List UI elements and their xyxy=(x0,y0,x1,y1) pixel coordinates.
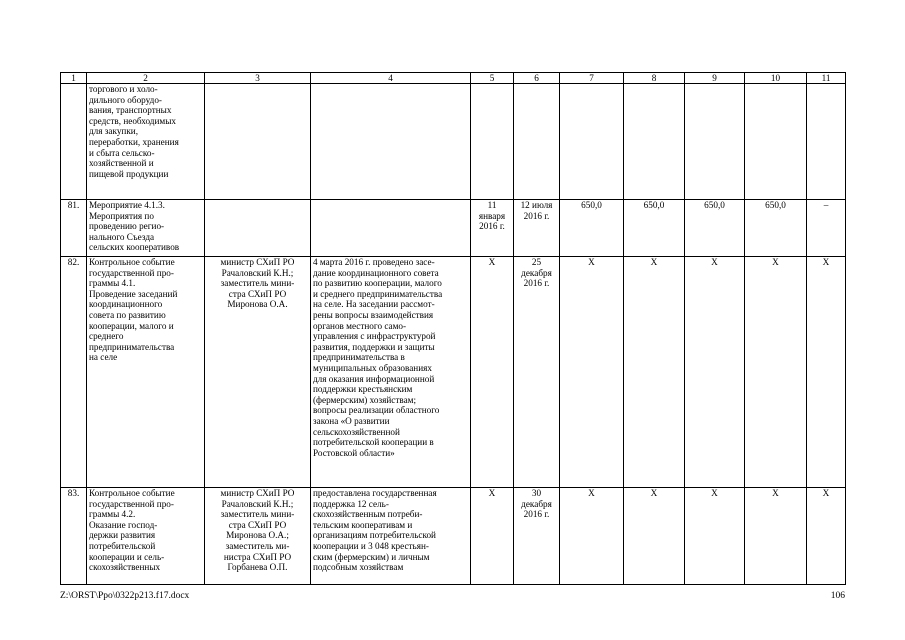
cell-11: X xyxy=(807,257,846,488)
end-date: 12 июля 2016 г. xyxy=(514,200,560,257)
row-number: 81. xyxy=(61,200,87,257)
header-cell: 10 xyxy=(745,73,807,84)
cell-9: X xyxy=(685,257,745,488)
cell-11: – xyxy=(807,200,846,257)
cell-11 xyxy=(807,84,846,200)
header-cell: 7 xyxy=(560,73,624,84)
header-cell: 8 xyxy=(624,73,685,84)
start-date: X xyxy=(471,488,514,585)
start-date: X xyxy=(471,257,514,488)
cell-7: X xyxy=(560,257,624,488)
cell-10: X xyxy=(745,488,807,585)
header-cell: 11 xyxy=(807,73,846,84)
responsible xyxy=(205,200,311,257)
cell-7: X xyxy=(560,488,624,585)
cell-9: 650,0 xyxy=(685,200,745,257)
row-number xyxy=(61,84,87,200)
page-number: 106 xyxy=(830,591,845,601)
cell-8: X xyxy=(624,488,685,585)
cell-10: 650,0 xyxy=(745,200,807,257)
result: 4 марта 2016 г. проведено засе- дание координационного совета по развитию кооперации, малого и среднего предпринимательства на селе. На заседании рассмот- рены вопросы взаимодействия органов местного само- управления с инфраструктурой развития, поддержки и защиты предпринимательства в муниципальных образованиях для оказания информационной поддержки крестьянским (фермерским) хозяйствам; вопросы реализации областного закона «О развитии сельскохозяйственной потребительской кооперации в Ростовской области» xyxy=(311,257,471,488)
event-name: торгового и холо- дильного оборудо- вания, транспортных средств, необходимых для закупки, переработки, хранения и сбыта сельско- хозяйственной и пищевой продукции xyxy=(87,84,205,200)
footer-file-path: Z:\ORST\Ppo\0322p213.f17.docx xyxy=(60,591,190,601)
result xyxy=(311,200,471,257)
header-cell: 2 xyxy=(87,73,205,84)
header-cell: 1 xyxy=(61,73,87,84)
header-cell: 3 xyxy=(205,73,311,84)
cell-8: 650,0 xyxy=(624,200,685,257)
cell-11: X xyxy=(807,488,846,585)
header-cell: 5 xyxy=(471,73,514,84)
table-row xyxy=(61,257,846,488)
end-date: 30 декабря 2016 г. xyxy=(514,488,560,585)
event-name: Мероприятие 4.1.3. Мероприятия по проведению регио- нального Съезда сельских кооперативов xyxy=(87,200,205,257)
cell-8 xyxy=(624,84,685,200)
result: предоставлена государственная поддержка 12 сель- скохозяйственным потреби- тельским кооперативам и организациям потребительской кооперации и 3 048 крестьян- ским (фермерским) и личным подсобным хозяйствам xyxy=(311,488,471,585)
event-name: Контрольное событие государственной про- граммы 4.2. Оказание господ- держки развития потребительской кооперации и сель- скохозяйственных xyxy=(87,488,205,585)
events-table xyxy=(60,72,846,585)
responsible xyxy=(205,84,311,200)
cell-7: 650,0 xyxy=(560,200,624,257)
responsible: министр СХиП РО Рачаловский К.Н.; заместитель мини- стра СХиП РО Миронова О.А. xyxy=(205,257,311,488)
row-number: 82. xyxy=(61,257,87,488)
cell-10 xyxy=(745,84,807,200)
cell-9: X xyxy=(685,488,745,585)
event-name: Контрольное событие государственной про- граммы 4.1. Проведение заседаний координационного совета по развитию кооперации, малого и среднего предпринимательства на селе xyxy=(87,257,205,488)
header-cell: 6 xyxy=(514,73,560,84)
table-header-row xyxy=(61,73,846,84)
start-date: 11 января 2016 г. xyxy=(471,200,514,257)
cell-7 xyxy=(560,84,624,200)
cell-10: X xyxy=(745,257,807,488)
end-date: 25 декабря 2016 г. xyxy=(514,257,560,488)
header-cell: 4 xyxy=(311,73,471,84)
header-cell: 9 xyxy=(685,73,745,84)
end-date xyxy=(514,84,560,200)
cell-9 xyxy=(685,84,745,200)
cell-8: X xyxy=(624,257,685,488)
start-date xyxy=(471,84,514,200)
table-row xyxy=(61,84,846,200)
row-number: 83. xyxy=(61,488,87,585)
result xyxy=(311,84,471,200)
responsible: министр СХиП РО Рачаловский К.Н.; заместитель мини- стра СХиП РО Миронова О.А.; заместитель ми- нистра СХиП РО Горбанева О.П. xyxy=(205,488,311,585)
table-row xyxy=(61,488,846,585)
table-row xyxy=(61,200,846,257)
